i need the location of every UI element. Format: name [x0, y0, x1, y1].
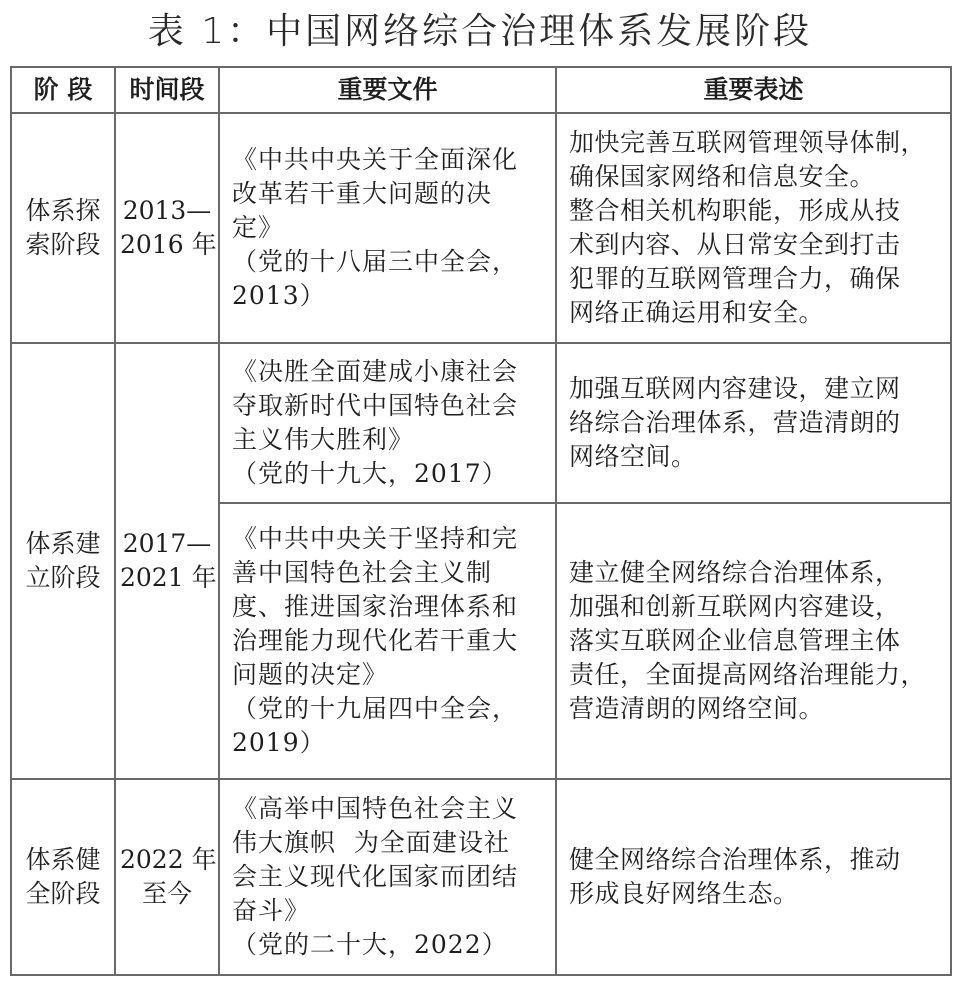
table-title: 表 1：中国网络综合治理体系发展阶段 — [147, 11, 813, 52]
document-text: 2013） — [232, 281, 326, 310]
document-text: 《高举中国特色社会主义 — [232, 794, 519, 823]
document-cell — [219, 343, 556, 503]
document-text: 问题的决定》 — [232, 660, 389, 689]
statement-text: 健全网络综合治理体系，推动 — [569, 845, 901, 874]
statement-cell — [556, 779, 951, 975]
statement-cell — [556, 113, 951, 343]
document-text: 善中国特色社会主义制 — [232, 558, 493, 587]
statement-text: 确保国家网络和信息安全。 — [569, 162, 876, 191]
period-text: 2021 年 — [120, 563, 217, 592]
stage-cell — [11, 343, 115, 779]
document-cell — [219, 503, 556, 779]
statement-text: 形成良好网络生态。 — [569, 879, 799, 908]
stage-text: 体系健 — [25, 845, 101, 874]
stage-cell — [11, 779, 115, 975]
statement-text: 加强和创新互联网内容建设， — [569, 592, 901, 621]
header-documents: 重要文件 — [219, 67, 556, 113]
table-row — [11, 113, 951, 343]
statement-cell — [556, 503, 951, 779]
document-text: （党的十八届三中全会， — [232, 247, 519, 276]
document-text: 主义伟大胜利》 — [232, 425, 415, 454]
document-text: （党的二十大，2022） — [232, 930, 508, 959]
document-text: 奋斗》 — [232, 896, 311, 925]
statement-text: 加快完善互联网管理领导体制， — [569, 128, 927, 157]
table-row — [11, 779, 951, 975]
stage-text: 全阶段 — [25, 879, 101, 908]
statement-text: 营造清朗的网络空间。 — [569, 694, 825, 723]
stage-cell — [11, 113, 115, 343]
document-text: 《中共中央关于坚持和完 — [232, 524, 519, 553]
statement-text: 加强互联网内容建设，建立网 — [569, 374, 901, 403]
document-text: 会主义现代化国家而团结 — [232, 862, 519, 891]
statement-text: 络综合治理体系，营造清朗的 — [569, 408, 901, 437]
table-row — [11, 343, 951, 503]
header-stage: 阶 段 — [11, 67, 115, 113]
period-text: 至今 — [141, 879, 192, 908]
period-text: 2017— — [122, 529, 212, 558]
statement-text: 网络空间。 — [569, 442, 697, 471]
period-text: 2022 年 — [120, 845, 217, 874]
document-text: 伟大旗帜 为全面建设社 — [232, 828, 510, 857]
table-header-row — [11, 67, 951, 113]
document-text: 度、推进国家治理体系和 — [232, 592, 519, 621]
stage-text: 索阶段 — [25, 230, 101, 259]
document-text: 2019） — [232, 728, 326, 757]
document-text: 改革若干重大问题的决 — [232, 179, 493, 208]
document-text: 定》 — [232, 213, 285, 242]
statement-text: 责任，全面提高网络治理能力， — [569, 660, 927, 689]
stage-text: 立阶段 — [25, 563, 101, 592]
stage-text: 体系探 — [25, 196, 101, 225]
document-cell — [219, 779, 556, 975]
statement-text: 网络正确运用和安全。 — [569, 298, 825, 327]
header-period: 时间段 — [115, 67, 219, 113]
statement-cell — [556, 343, 951, 503]
document-text: （党的十九大，2017） — [232, 459, 508, 488]
statement-text: 术到内容、从日常安全到打击 — [569, 230, 901, 259]
period-cell — [115, 343, 219, 779]
period-text: 2013— — [122, 196, 212, 225]
period-cell — [115, 779, 219, 975]
document-text: 《中共中央关于全面深化 — [232, 145, 519, 174]
document-text: （党的十九届四中全会， — [232, 694, 519, 723]
statement-text: 犯罪的互联网管理合力，确保 — [569, 264, 901, 293]
statement-text: 建立健全网络综合治理体系， — [569, 558, 901, 587]
statement-text: 整合相关机构职能，形成从技 — [569, 196, 901, 225]
period-cell — [115, 113, 219, 343]
document-text: 治理能力现代化若干重大 — [232, 626, 519, 655]
governance-stages-table — [10, 66, 952, 976]
statement-text: 落实互联网企业信息管理主体 — [569, 626, 901, 655]
document-cell — [219, 113, 556, 343]
header-statements: 重要表述 — [556, 67, 951, 113]
period-text: 2016 年 — [120, 230, 217, 259]
document-text: 夺取新时代中国特色社会 — [232, 391, 519, 420]
stage-text: 体系建 — [25, 529, 101, 558]
document-text: 《决胜全面建成小康社会 — [232, 357, 519, 386]
